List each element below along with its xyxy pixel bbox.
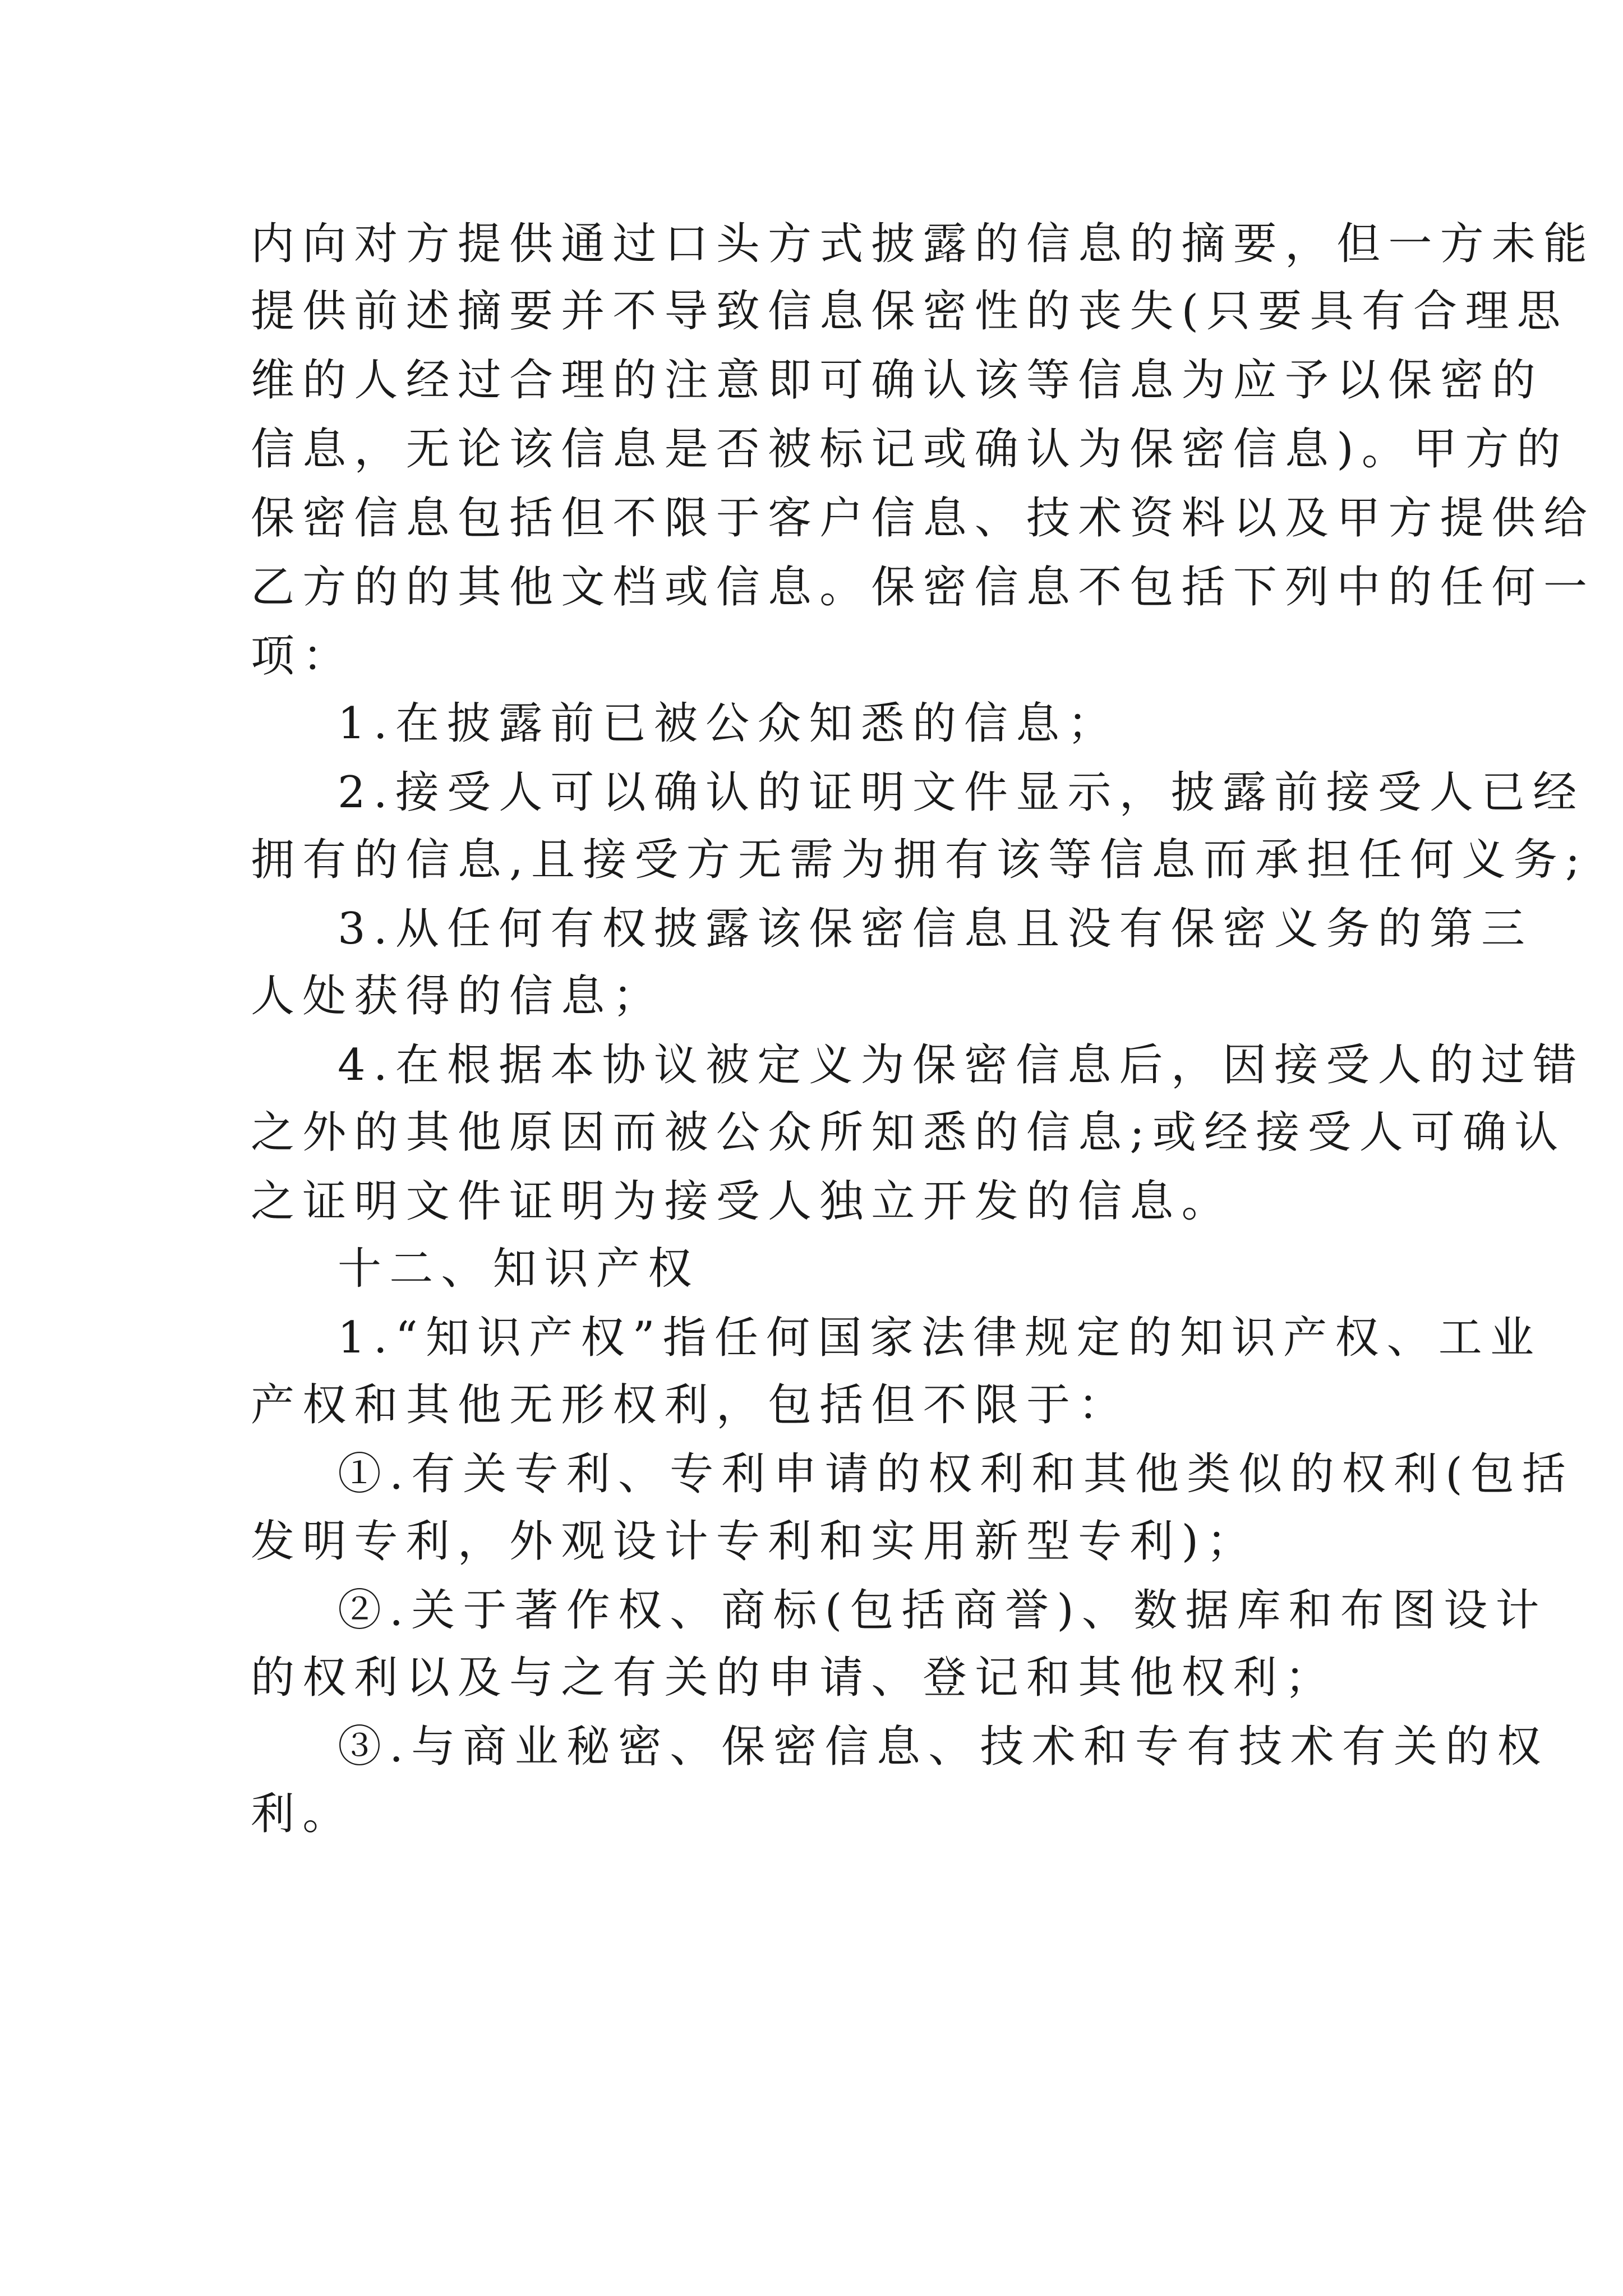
list-item-line: 利。 bbox=[251, 1789, 354, 1839]
list-item-line: ③.与商业秘密、保密信息、技术和专有技术有关的权 bbox=[338, 1722, 1549, 1772]
paragraph-line: 提供前述摘要并不导致信息保密性的丧失(只要具有合理思 bbox=[251, 286, 1569, 337]
list-item-line: 拥有的信息,且接受方无需为拥有该等信息而承担任何义务; bbox=[251, 835, 1588, 885]
list-item-line: 人处获得的信息； bbox=[251, 971, 665, 1022]
list-item-line: 2.接受人可以确认的证明文件显示，披露前接受人已经 bbox=[338, 767, 1585, 818]
list-item-line: ②.关于著作权、商标(包括商誉)、数据库和布图设计 bbox=[338, 1585, 1547, 1636]
paragraph-line: 项： bbox=[251, 631, 354, 682]
list-item-line: 3.从任何有权披露该保密信息且没有保密义务的第三 bbox=[338, 904, 1533, 954]
paragraph-line: 乙方的的其他文档或信息。保密信息不包括下列中的任何一 bbox=[251, 562, 1596, 613]
paragraph-line: 内向对方提供通过口头方式披露的信息的摘要，但一方未能 bbox=[251, 219, 1596, 269]
list-item-line: 的权利以及与之有关的申请、登记和其他权利； bbox=[251, 1653, 1337, 1703]
list-item-line: 之外的其他原因而被公众所知悉的信息;或经接受人可确认 bbox=[251, 1107, 1566, 1158]
list-item-line: 1.在披露前已被公众知悉的信息； bbox=[338, 698, 1119, 749]
paragraph-line: 产权和其他无形权利，包括但不限于： bbox=[251, 1380, 1130, 1430]
paragraph-line: 1.“知识产权”指任何国家法律规定的知识产权、工业 bbox=[338, 1313, 1542, 1363]
list-item-line: 4.在根据本协议被定义为保密信息后，因接受人的过错 bbox=[338, 1040, 1585, 1091]
paragraph-line: 信息，无论该信息是否被标记或确认为保密信息)。甲方的 bbox=[251, 424, 1569, 475]
paragraph-line: 保密信息包括但不限于客户信息、技术资料以及甲方提供给 bbox=[251, 493, 1596, 544]
list-item-line: 之证明文件证明为接受人独立开发的信息。 bbox=[251, 1176, 1233, 1227]
paragraph-line: 维的人经过合理的注意即可确认该等信息为应予以保密的 bbox=[251, 355, 1544, 406]
list-item-line: 发明专利，外观设计专利和实用新型专利)； bbox=[251, 1516, 1258, 1567]
section-heading: 十二、知识产权 bbox=[338, 1244, 700, 1294]
list-item-line: ①.有关专利、专利申请的权利和其他类似的权利(包括 bbox=[338, 1449, 1574, 1499]
